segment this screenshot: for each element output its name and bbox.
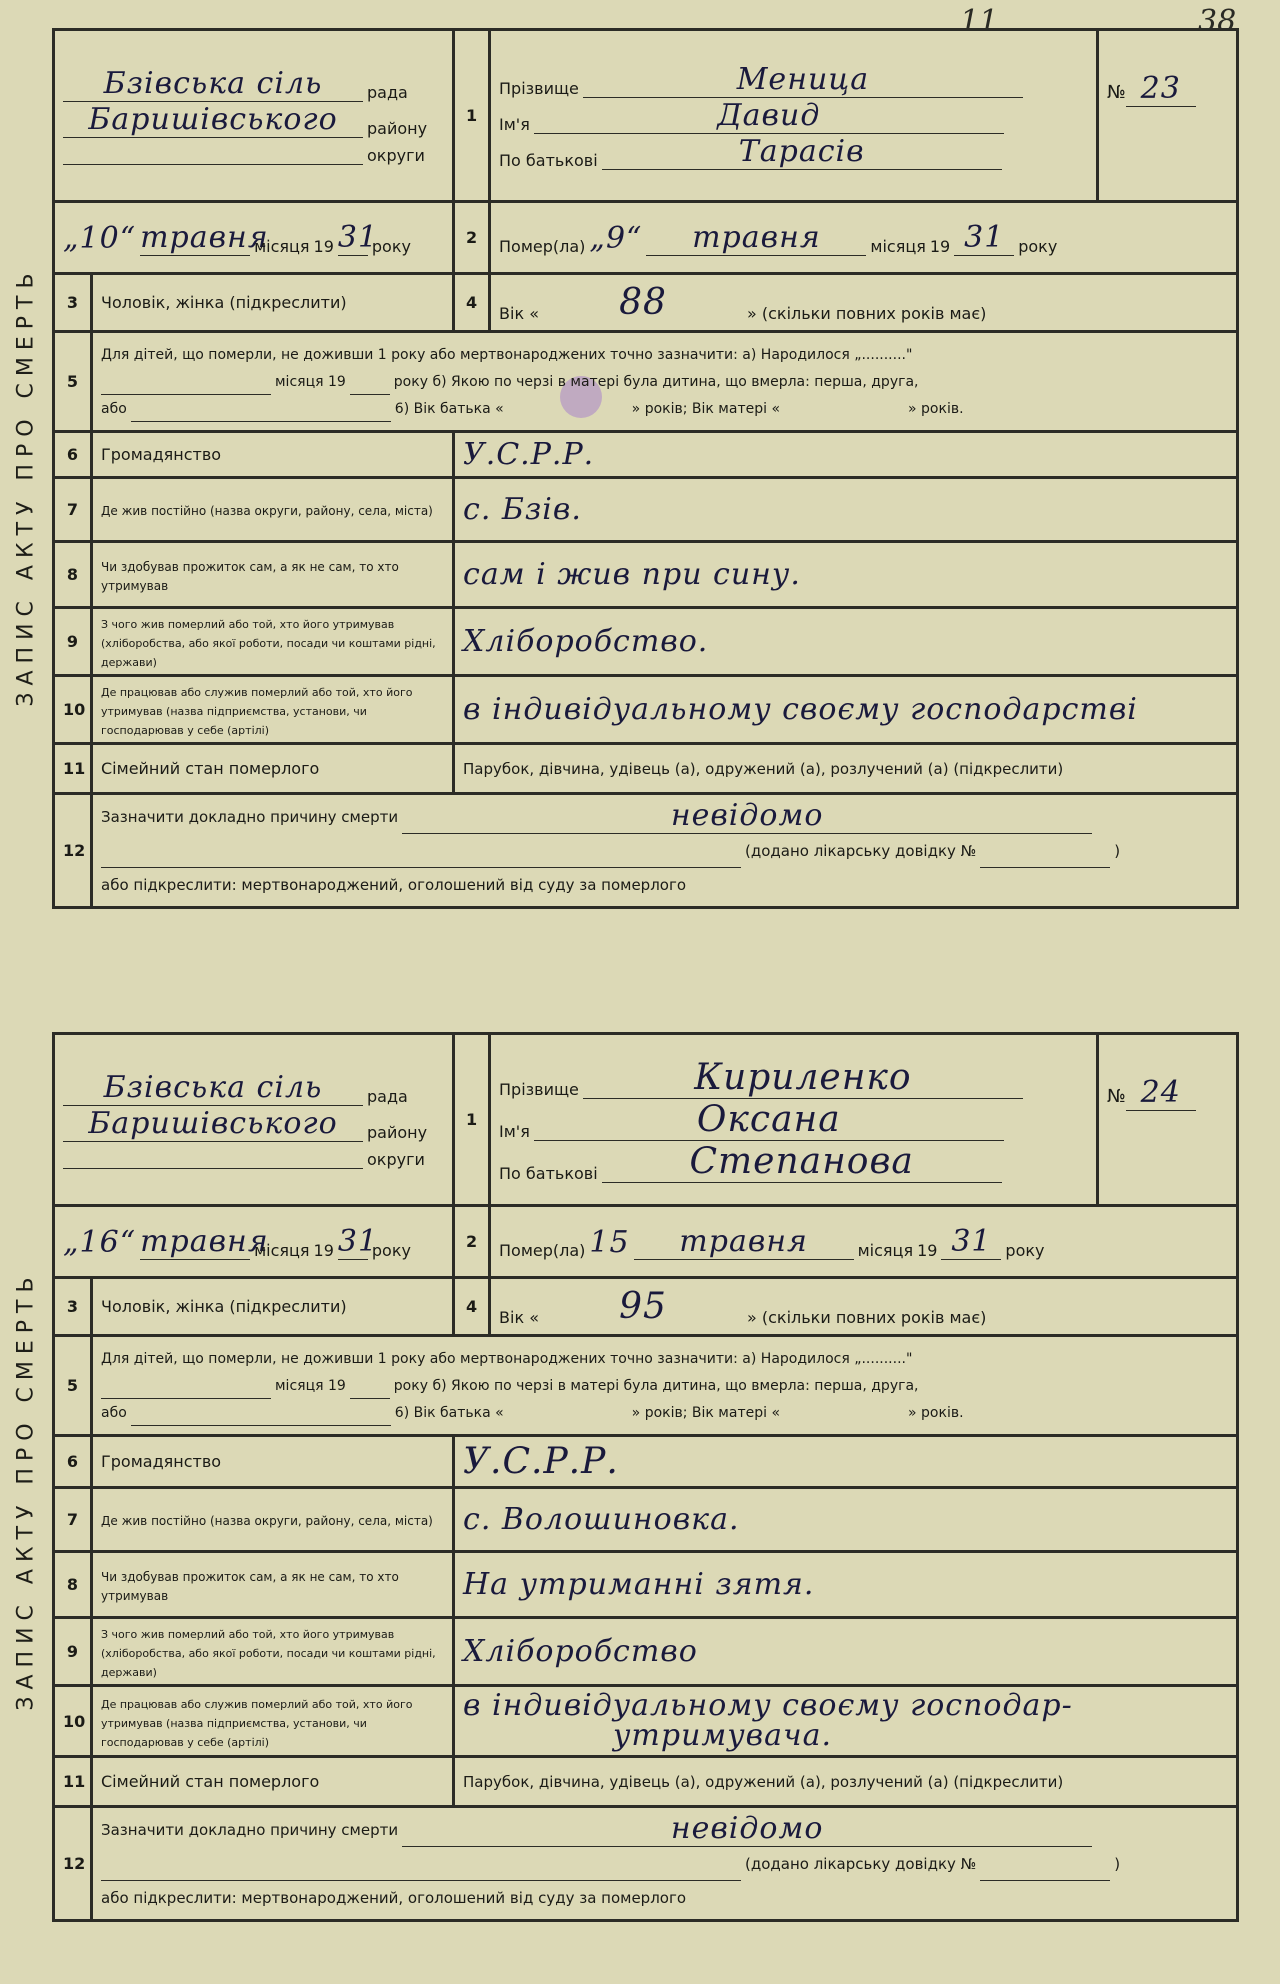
- record-table: Бзівська сіль рада Баришівського району округи 1 Прізвище Кириленко Ім'я Оксана По батькові Степанова № 24 „16“ травня місяця 19 31 року 2 Помер(ла) 15 травня місяця 19 31 року 3 Чоловік, жінка (підкреслити) 4 Вік « 95 » (скільки повних років має) 5 Для дітей, що померли, не доживши 1 року або мертвонароджених точно зазначити: а) Народилося „.........." місяця 19 року б) Якою по черзі в матері була дитина, що вмерла: перша, друга, або 6) Вік батька « » років; Вік матері « » років. 6 Громадянство У.С.Р.Р. 7 Де жив постійно (назва округи, району, села, міста) с. Волошиновка. 8 Чи здобував прожиток сам, а як не сам, то хто утримував На утриманні зятя. 9 З чого жив померлий або той, хто його утримував (хліборобства, або якої роботи, посади чи коштами рідні, держави) Хліборобство 10 Де працював або служив померлий або той, хто його утримував (назва підприємства, установи, чи господарював у себе (артілі) в індивідуальному своєму господар- утримувача. 11 Сімейний стан померлого Парубок, дівчина, удівець (а), одружений (а), розлучений (а) (підкреслити) 12 Зазначити докладно причину смерти невідомо (додано лікарську довідку № ) або підкреслити: мертвонароджений, оголошений від суду за померлого: [52, 1032, 1239, 1922]
- side-title: ЗАПИС АКТУ ПРО СМЕРТЬ: [13, 265, 39, 707]
- page-number-corner: 38: [1198, 4, 1237, 39]
- marital-label: Сімейний стан померлого: [92, 1757, 454, 1807]
- sex-cell: Чоловік, жінка (підкреслити): [92, 274, 454, 332]
- cause-of-death-cell: Зазначити докладно причину смерти невідомо (додано лікарську довідку № ) або підкреслити: мертвонароджений, оголошений від суду за померлого: [92, 1807, 1238, 1921]
- marital-options: Парубок, дівчина, удівець (а), одружений (а), розлучений (а) (підкреслити): [454, 744, 1238, 794]
- death-record-23: [0, 28, 1240, 944]
- identity-cell: Прізвище Кириленко Ім'я Оксана По батькові Степанова: [490, 1034, 1098, 1206]
- workplace-value: в індивідуальному своєму господарстві: [454, 676, 1238, 744]
- occupation-label: З чого жив померлий або той, хто його утримував (хліборобства, або якої роботи, посади чи коштами рідні, держави): [92, 1618, 454, 1686]
- workplace-label: Де працював або служив померлий або той, хто його утримував (назва підприємства, установи, чи господарював у себе (артілі): [92, 676, 454, 744]
- cause-of-death-cell: Зазначити докладно причину смерти невідомо (додано лікарську довідку № ) або підкреслити: мертвонароджений, оголошений від суду за померлого: [92, 794, 1238, 908]
- marital-label: Сімейний стан померлого: [92, 744, 454, 794]
- marital-options: Парубок, дівчина, удівець (а), одружений (а), розлучений (а) (підкреслити): [454, 1757, 1238, 1807]
- record-number-cell: № 23: [1098, 30, 1238, 202]
- livelihood-label: Чи здобував прожиток сам, а як не сам, то хто утримував: [92, 542, 454, 608]
- registration-date-cell: „16“ травня місяця 19 31 року: [54, 1206, 454, 1278]
- death-record-24: [0, 1032, 1240, 1948]
- infant-info-cell: Для дітей, що померли, не доживши 1 року або мертвонароджених точно зазначити: а) Народилося „.........." місяця 19 року б) Якою по черзі в матері була дитина, що вмерла: перша, друга, або 6) Вік батька « » років; Вік матері « » років.: [92, 1336, 1238, 1436]
- record-table: Бзівська сіль рада Баришівського району округи 1 Прізвище Меница Ім'я Давид По батькові Тарасів № 23 „10“ травня місяця 19 31 року 2 Помер(ла) „9“ травня місяця 19 31 року 3 Чоловік, жінка (підкреслити) 4 Вік « 88 » (скільки повних років має) 5 Для дітей, що померли, не доживши 1 року або мертвонароджених точно зазначити: а) Народилося „.........." місяця 19 року б) Якою по черзі в матері була дитина, що вмерла: перша, друга, або 6) Вік батька « » років; Вік матері « » років. 6 Громадянство У.С.Р.Р. 7 Де жив постійно (назва округи, району, села, міста) с. Бзів. 8 Чи здобував прожиток сам, а як не сам, то хто утримував сам і жив при сину. 9 З чого жив померлий або той, хто його утримував (хліборобства, або якої роботи, посади чи коштами рідні, держави) Хліборобство. 10 Де працював або служив померлий або той, хто його утримував (назва підприємства, установи, чи господарював у себе (артілі) в індивідуальному своєму господарстві 11 Сімейний стан померлого Парубок, дівчина, удівець (а), одружений (а), розлучений (а) (підкреслити) 12 Зазначити докладно причину смерти невідомо (додано лікарську довідку № ) або підкреслити: мертвонароджений, оголошений від суду за померлого: [52, 28, 1239, 909]
- age-cell: Вік « 88 » (скільки повних років має): [490, 274, 1238, 332]
- death-date-cell: Помер(ла) 15 травня місяця 19 31 року: [490, 1206, 1238, 1278]
- workplace-value: в індивідуальному своєму господар- утримувача.: [454, 1686, 1238, 1757]
- age-cell: Вік « 95 » (скільки повних років має): [490, 1278, 1238, 1336]
- registry-office-cell: Бзівська сіль рада Баришівського району округи: [54, 30, 454, 202]
- occupation-value: Хліборобство.: [454, 608, 1238, 676]
- livelihood-value: На утриманні зятя.: [454, 1552, 1238, 1618]
- residence-value: с. Волошиновка.: [454, 1488, 1238, 1552]
- livelihood-value: сам і жив при сину.: [454, 542, 1238, 608]
- citizenship-label: Громадянство: [92, 432, 454, 478]
- citizenship-label: Громадянство: [92, 1436, 454, 1488]
- registry-office-cell: Бзівська сіль рада Баришівського району округи: [54, 1034, 454, 1206]
- identity-cell: Прізвище Меница Ім'я Давид По батькові Тарасів: [490, 30, 1098, 202]
- occupation-label: З чого жив померлий або той, хто його утримував (хліборобства, або якої роботи, посади чи коштами рідні, держави): [92, 608, 454, 676]
- side-title: ЗАПИС АКТУ ПРО СМЕРТЬ: [13, 1269, 39, 1711]
- registration-date-cell: „10“ травня місяця 19 31 року: [54, 202, 454, 274]
- residence-label: Де жив постійно (назва округи, району, села, міста): [92, 1488, 454, 1552]
- citizenship-value: У.С.Р.Р.: [454, 432, 1238, 478]
- row-number: 1: [454, 30, 490, 202]
- residence-value: с. Бзів.: [454, 478, 1238, 542]
- citizenship-value: У.С.Р.Р.: [454, 1436, 1238, 1488]
- infant-info-cell: Для дітей, що померли, не доживши 1 року або мертвонароджених точно зазначити: а) Народилося „.........." місяця 19 року б) Якою по черзі в матері була дитина, що вмерла: перша, друга, або 6) Вік батька « » років; Вік матері « » років.: [92, 332, 1238, 432]
- sex-cell: Чоловік, жінка (підкреслити): [92, 1278, 454, 1336]
- workplace-label: Де працював або служив померлий або той, хто його утримував (назва підприємства, установи, чи господарював у себе (артілі): [92, 1686, 454, 1757]
- record-number-cell: № 24: [1098, 1034, 1238, 1206]
- death-date-cell: Помер(ла) „9“ травня місяця 19 31 року: [490, 202, 1238, 274]
- page-number-top: 11: [960, 4, 999, 39]
- residence-label: Де жив постійно (назва округи, району, села, міста): [92, 478, 454, 542]
- occupation-value: Хліборобство: [454, 1618, 1238, 1686]
- livelihood-label: Чи здобував прожиток сам, а як не сам, то хто утримував: [92, 1552, 454, 1618]
